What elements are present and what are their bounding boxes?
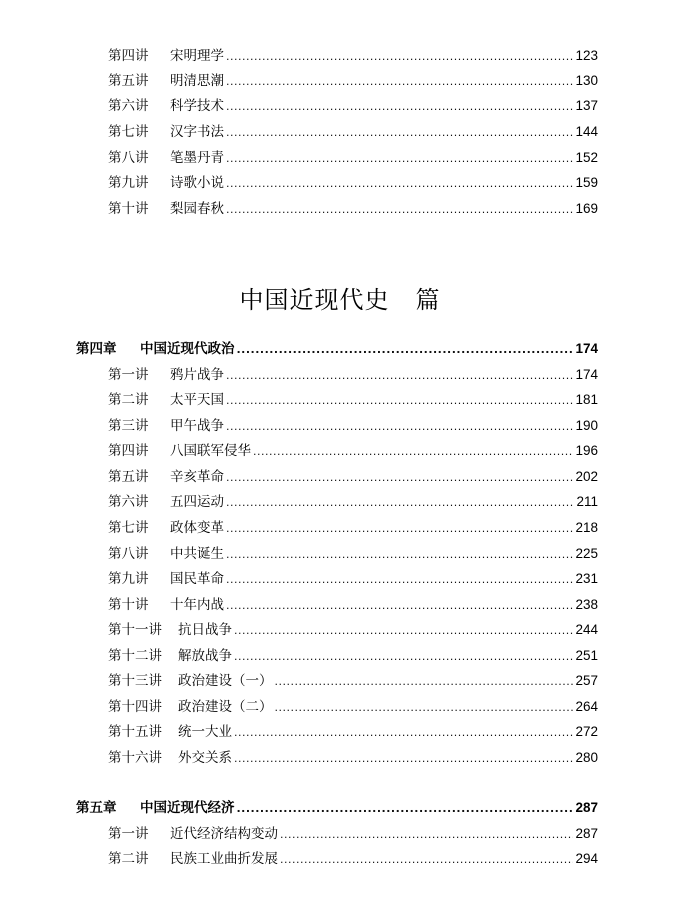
toc-entry[interactable] (108, 545, 598, 564)
toc-page-number: 294 (575, 851, 598, 866)
toc-lecture-number: 第九讲 (108, 571, 149, 587)
toc-page-number: 169 (575, 201, 598, 216)
toc-entry[interactable] (108, 47, 598, 66)
toc-lecture-number: 第十讲 (108, 597, 149, 613)
toc-lecture-title: 五四运动 (170, 494, 224, 510)
dot-leader (226, 469, 573, 487)
toc-lecture-number: 第四讲 (108, 48, 149, 64)
toc-entry[interactable] (108, 647, 598, 666)
toc-page-number: 264 (575, 699, 598, 714)
dot-leader (237, 341, 574, 359)
toc-page-number: 123 (575, 48, 598, 63)
toc-lecture-title: 民族工业曲折发展 (170, 851, 278, 867)
toc-lecture-number: 第七讲 (108, 520, 149, 536)
toc-entry[interactable] (108, 672, 598, 691)
toc-chapter[interactable] (76, 799, 598, 818)
toc-lecture-title: 辛亥革命 (170, 469, 224, 485)
toc-lecture-title: 明清思潮 (170, 73, 224, 89)
toc-lecture-title: 梨园春秋 (170, 201, 224, 217)
toc-lecture-number: 第十四讲 (108, 699, 162, 715)
toc-entry[interactable] (108, 123, 598, 142)
toc-entry[interactable] (108, 596, 598, 615)
toc-page-number: 181 (575, 392, 598, 407)
toc-lecture-number: 第一讲 (108, 826, 149, 842)
toc-page-number: 144 (575, 124, 598, 139)
toc-lecture-title: 统一大业 (178, 724, 232, 740)
toc-entry[interactable] (108, 723, 598, 742)
toc-page-number: 202 (575, 469, 598, 484)
dot-leader (226, 571, 573, 589)
dot-leader (226, 201, 573, 219)
toc-lecture-number: 第一讲 (108, 367, 149, 383)
toc-lecture-number: 第八讲 (108, 150, 149, 166)
toc-page-number: 225 (575, 546, 598, 561)
toc-entry[interactable] (108, 519, 598, 538)
dot-leader (226, 124, 573, 142)
dot-leader (234, 648, 573, 666)
toc-page-number: 218 (575, 520, 598, 535)
dot-leader (226, 175, 573, 193)
dot-leader (275, 699, 574, 717)
dot-leader (226, 392, 573, 410)
toc-lecture-title: 科学技术 (170, 98, 224, 114)
toc-page-number: 244 (575, 622, 598, 637)
toc-lecture-title: 抗日战争 (178, 622, 232, 638)
dot-leader (226, 367, 573, 385)
dot-leader (226, 520, 573, 538)
toc-lecture-number: 第十三讲 (108, 673, 162, 689)
dot-leader (280, 826, 573, 844)
toc-entry[interactable] (108, 442, 598, 461)
section-title-suffix: 篇 (415, 286, 441, 314)
toc-lecture-title: 鸦片战争 (170, 367, 224, 383)
toc-lecture-number: 第十二讲 (108, 648, 162, 664)
toc-lecture-number: 第五讲 (108, 73, 149, 89)
dot-leader (234, 724, 573, 742)
toc-entry[interactable] (108, 391, 598, 410)
section-title (0, 280, 680, 315)
dot-leader (226, 546, 573, 564)
toc-page-number: 190 (575, 418, 598, 433)
dot-leader (237, 800, 574, 818)
toc-entry[interactable] (108, 72, 598, 91)
dot-leader (226, 150, 573, 168)
toc-lecture-number: 第十一讲 (108, 622, 162, 638)
toc-lecture-title: 甲午战争 (170, 418, 224, 434)
toc-lecture-title: 诗歌小说 (170, 175, 224, 191)
dot-leader (275, 673, 574, 691)
toc-lecture-number: 第六讲 (108, 494, 149, 510)
toc-lecture-number: 第四讲 (108, 443, 149, 459)
toc-lecture-number: 第八讲 (108, 546, 149, 562)
toc-lecture-title: 政治建设（二） (178, 699, 273, 715)
toc-page-number: 231 (575, 571, 598, 586)
toc-lecture-number: 第十讲 (108, 201, 149, 217)
toc-chapter-number: 第五章 (76, 800, 117, 816)
dot-leader (226, 98, 573, 116)
dot-leader (234, 622, 573, 640)
toc-lecture-number: 第六讲 (108, 98, 149, 114)
dot-leader (226, 73, 573, 91)
toc-lecture-title: 近代经济结构变动 (170, 826, 278, 842)
toc-lecture-number: 第十六讲 (108, 750, 162, 766)
toc-lecture-number: 第七讲 (108, 124, 149, 140)
toc-entry[interactable] (108, 825, 598, 844)
toc-page-number: 174 (575, 341, 598, 356)
toc-page-number: 287 (575, 826, 598, 841)
toc-entry[interactable] (108, 749, 598, 768)
toc-page-number: 272 (575, 724, 598, 739)
toc-page-number: 257 (575, 673, 598, 688)
toc-entry[interactable] (108, 850, 598, 869)
toc-lecture-title: 外交关系 (178, 750, 232, 766)
toc-lecture-title: 政体变革 (170, 520, 224, 536)
toc-page-number: 152 (575, 150, 598, 165)
toc-lecture-number: 第十五讲 (108, 724, 162, 740)
toc-entry[interactable] (108, 149, 598, 168)
toc-lecture-title: 中共诞生 (170, 546, 224, 562)
toc-entry[interactable] (108, 698, 598, 717)
toc-lecture-title: 太平天国 (170, 392, 224, 408)
toc-page-number: 280 (575, 750, 598, 765)
toc-chapter[interactable] (76, 340, 598, 359)
toc-lecture-title: 解放战争 (178, 648, 232, 664)
toc-lecture-title: 宋明理学 (170, 48, 224, 64)
dot-leader (226, 48, 573, 66)
toc-lecture-title: 八国联军侵华 (170, 443, 251, 459)
toc-chapter-number: 第四章 (76, 341, 117, 357)
toc-page-number: 251 (575, 648, 598, 663)
toc-entry[interactable] (108, 417, 598, 436)
toc-page-number: 174 (575, 367, 598, 382)
toc-entry[interactable] (108, 174, 598, 193)
toc-lecture-title: 笔墨丹青 (170, 150, 224, 166)
toc-lecture-title: 政治建设（一） (178, 673, 273, 689)
toc-entry[interactable] (108, 570, 598, 589)
toc-page-number: 211 (576, 494, 598, 509)
toc-lecture-title: 十年内战 (170, 597, 224, 613)
toc-lecture-number: 第五讲 (108, 469, 149, 485)
toc-chapter-title: 中国近现代经济 (140, 800, 235, 816)
dot-leader (226, 418, 573, 436)
dot-leader (280, 851, 573, 869)
toc-chapter-title: 中国近现代政治 (140, 341, 235, 357)
dot-leader (226, 494, 574, 512)
toc-lecture-number: 第二讲 (108, 851, 149, 867)
toc-entry[interactable] (108, 200, 598, 219)
toc-entry[interactable] (108, 621, 598, 640)
toc-lecture-number: 第三讲 (108, 418, 149, 434)
toc-page-number: 238 (575, 597, 598, 612)
toc-lecture-title: 国民革命 (170, 571, 224, 587)
toc-entry[interactable] (108, 493, 598, 512)
toc-page-number: 137 (575, 98, 598, 113)
dot-leader (234, 750, 573, 768)
toc-entry[interactable] (108, 97, 598, 116)
toc-entry[interactable] (108, 366, 598, 385)
toc-page-number: 196 (575, 443, 598, 458)
toc-lecture-title: 汉字书法 (170, 124, 224, 140)
dot-leader (253, 443, 573, 461)
toc-lecture-number: 第九讲 (108, 175, 149, 191)
section-title-main: 中国近现代史 (239, 286, 390, 314)
toc-page-number: 159 (575, 175, 598, 190)
toc-page-number: 130 (575, 73, 598, 88)
toc-page-number: 287 (575, 800, 598, 815)
toc-entry[interactable] (108, 468, 598, 487)
toc-lecture-number: 第二讲 (108, 392, 149, 408)
dot-leader (226, 597, 573, 615)
